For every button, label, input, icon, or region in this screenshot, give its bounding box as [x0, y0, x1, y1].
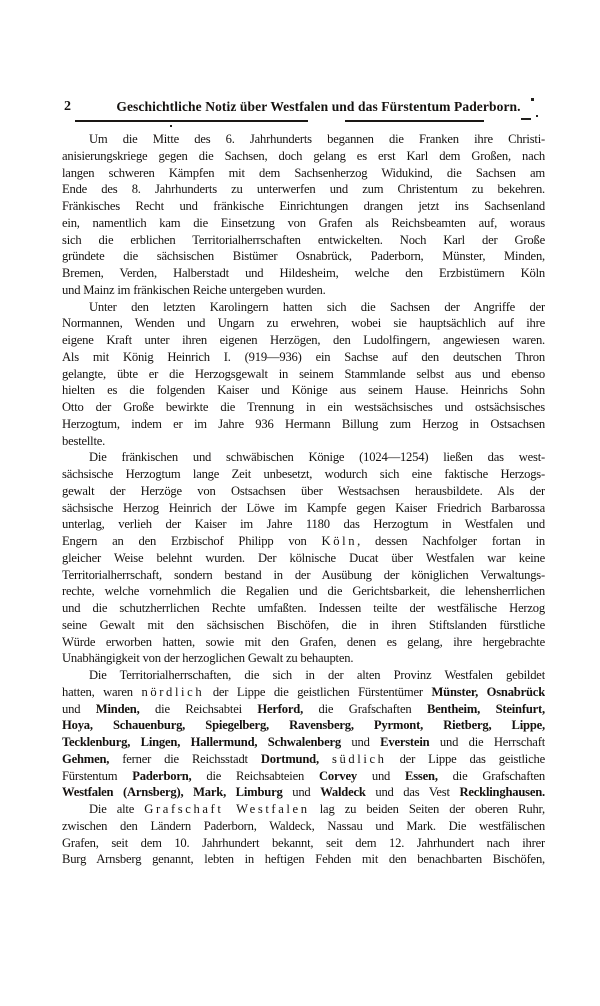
text-line: [62, 332, 545, 349]
text-line: [62, 215, 545, 232]
text-line: [62, 583, 545, 600]
body-text-segment: Als mit König Heinrich I. (919—936) ein Sachse auf den deutschen Thron: [62, 349, 545, 364]
body-text-segment: bestellte.: [62, 433, 106, 448]
body-text-segment: , dessen Nachfolger fortan in: [357, 534, 545, 548]
body-text-segment: Engern an den Erzbischof Philipp von: [62, 534, 322, 548]
text-line: [62, 851, 545, 868]
body-text-segment: die Grafschaften: [303, 701, 427, 716]
text-line: [62, 466, 545, 483]
body-text-segment: eigene Kraft unter ihren eigenen Herzögen, den Ludolfingern, angewiesen waren.: [62, 333, 545, 347]
text-line: [62, 265, 545, 282]
body-text-segment: Um die Mitte des 6. Jahrhunderts begannen die Franken ihre Christi-: [89, 132, 545, 146]
body-text-segment: unterlag, verlieh der Kaiser im Jahre 1180 das Herzogtum in Westfalen und: [62, 517, 545, 532]
text-line: [62, 717, 545, 734]
text-line: [62, 248, 545, 265]
header-rule-right: [345, 120, 484, 122]
body-text-segment: Otto der Große bewirkte die Trennung in ein westsächsisches und ostsächsisches: [62, 400, 545, 414]
page-title: Geschichtliche Notiz über Westfalen und das Fürstentum Paderborn.: [116, 99, 521, 114]
text-line: [62, 198, 545, 215]
bold-place-name: Bentheim, Steinfurt,: [426, 701, 545, 716]
text-line: [62, 801, 545, 818]
body-text-segment: gründete die sächsischen Bistümer Osnabrück, Paderborn, Münster, Minden,: [62, 249, 545, 264]
text-line: [62, 567, 545, 584]
page-number: 2: [64, 99, 71, 114]
paragraph: [62, 667, 545, 801]
body-text-segment: zwischen den Ländern Paderborn, Waldeck, Nassau und Mark. Die westfälischen: [62, 818, 545, 833]
text-line: [62, 483, 545, 500]
bold-place-name: Tecklenburg, Lingen, Hallermund, Schwalenberg: [62, 735, 341, 749]
body-text-segment: lag zu beiden Seiten der oberen Ruhr,: [309, 802, 545, 816]
body-text-segment: die Grafschaften: [437, 768, 545, 783]
body-text-segment: anisierungskriege gegen die Sachsen, doch gelang es erst Karl dem Großen, nach: [62, 148, 545, 163]
body-text-segment: Die alte: [89, 802, 145, 816]
body-text-segment: gelangte, übte er die Herzogsgewalt in seinem Stammlande selbst aus und ebenso: [62, 366, 545, 381]
body-text-segment: Grafen, seit dem 10. Jahrhundert bekannt, seit dem 12. Jahrhundert nach ihrer: [62, 835, 545, 850]
body-text-segment: die Reichsabtei: [139, 701, 258, 716]
text-line: [62, 818, 545, 835]
paragraph: [62, 449, 545, 667]
text-line: [62, 181, 545, 198]
text-line: [62, 634, 545, 651]
body-text-segment: Würde erworben hatten, sowie mit den Grafen, denen es gelang, ihre hergebrachte: [62, 634, 545, 649]
paragraph: [62, 131, 545, 299]
body-text-segment: der Lippe die geistlichen Fürstentümer: [204, 684, 432, 699]
bold-place-name: Corvey: [318, 768, 357, 783]
letterspaced-text: nördlich: [141, 684, 205, 699]
body-text-segment: ferner die Reichsstadt: [109, 751, 261, 766]
text-line: [62, 299, 545, 316]
text-line: [62, 600, 545, 617]
body-text-segment: seine Gewalt mit den sächsischen Bischöfen, die in ihren Stiftslanden fürstliche: [62, 617, 545, 632]
bold-place-name: Westfalen (Arnsberg), Mark, Limburg: [62, 785, 283, 800]
body-text-segment: Herzogtum, indem er im Jahre 936 Hermann Billung zum Herzog in Ostsachsen: [62, 416, 545, 431]
text-line: [62, 617, 545, 634]
bold-place-name: Everstein: [380, 735, 430, 749]
text-line: [62, 784, 545, 801]
body-text-segment: Die fränkischen und schwäbischen Könige (1024—1254) ließen das west-: [89, 450, 545, 465]
header-rule-left: [75, 120, 308, 122]
body-text-segment: gewalt der Herzöge von Ostsachsen über Westsachsen herausbildete. Als der: [62, 483, 545, 498]
text-line: [62, 232, 545, 249]
text-line: [62, 550, 545, 567]
text-line: [62, 349, 545, 366]
body-text-segment: sächsische Herzogtum lange Zeit unbesetzt, wodurch sich eine faktische Herzogs-: [62, 467, 545, 481]
letterspaced-text: Köln: [321, 534, 358, 548]
body-text-segment: gleicher Weise belehnt wurden. Der kölnische Ducat über Westfalen war keine: [62, 550, 545, 565]
text-line: [62, 516, 545, 533]
scan-artifact: [170, 125, 172, 127]
bold-place-name: Recklinghausen.: [459, 785, 545, 800]
body-text-segment: ein, namentlich kam die Einsetzung von Grafen als Reichsbeamten auf, woraus: [62, 215, 545, 230]
text-line: [62, 148, 545, 165]
paragraph: [62, 801, 545, 868]
text-line: [62, 500, 545, 517]
bold-place-name: Gehmen,: [62, 751, 110, 766]
scan-artifact: [536, 115, 538, 117]
body-text-segment: [319, 752, 332, 766]
body-text-segment: Die Territorialherrschaften, die sich in der alten Provinz Westfalen gebildet: [89, 668, 545, 682]
text-line: [62, 684, 545, 701]
text-line: [62, 650, 545, 667]
body-text-segment: und die Herrschaft: [429, 735, 545, 749]
text-line: [62, 433, 545, 450]
bold-place-name: Dortmund,: [260, 751, 319, 766]
text-line: [62, 416, 545, 433]
body-text-segment: und: [282, 785, 321, 800]
scan-artifact: [521, 118, 531, 120]
body-text-segment: die Reichsabteien: [191, 768, 319, 783]
body-text-segment: Burg Arnsberg genannt, lebten in heftigen Fehden mit den benachbarten Bischöfen,: [62, 852, 545, 867]
body-text-segment: sich die erblichen Territorialherrschaften entwickelten. Noch Karl der Große: [62, 232, 545, 247]
body-text-segment: rechte, welche vornehmlich die Regalien und die Gerichtsbarkeit, die lehensherrlichen: [62, 584, 545, 599]
bold-place-name: Minden,: [95, 701, 140, 716]
text-line: [62, 366, 545, 383]
body-text-segment: sächsische Herzog Heinrich der Löwe im Kampfe gegen Kaiser Friedrich Barbarossa: [62, 500, 545, 515]
letterspaced-text: südlich: [331, 751, 387, 766]
paragraph: [62, 299, 545, 450]
body-text-segment: und das Vest: [365, 785, 460, 800]
text-line: [62, 768, 545, 785]
text-line: [62, 449, 545, 466]
body-text-segment: Unter den letzten Karolingern hatten sich die Sachsen der Angriffe der: [89, 299, 545, 314]
body-text-segment: und Mainz im fränkischen Reiche untergeben wurden.: [62, 282, 326, 297]
running-header: [62, 99, 545, 119]
body-text-segment: langen schweren Kämpfen mit dem Sachsenherzog Widukind, die Sachsen am: [62, 165, 545, 180]
body-text-segment: und die schutzherrlichen Rechte umfaßten. Indessen teilte der westfälische Herzog: [62, 601, 545, 615]
text-line: [62, 382, 545, 399]
text-line: [62, 165, 545, 182]
body-text-segment: Fränkisches Recht und fränkische Einrichtungen drangen jetzt ins Sachsenland: [62, 199, 545, 213]
scan-artifact: [531, 98, 534, 101]
body-text-segment: hatten, waren: [62, 684, 142, 699]
text-line: [62, 667, 545, 684]
text-line: [62, 315, 545, 332]
body-text-segment: Territorialherrschaft, sondern bestand in der Ausübung der königlichen Verwaltungs-: [62, 567, 545, 582]
letterspaced-text: Grafschaft Westfalen: [144, 802, 310, 816]
body-text-segment: Ende des 8. Jahrhunderts zu unterwerfen und zum Christentum zu bekehren.: [62, 182, 545, 197]
body-text-segment: hielten es die folgenden Kaiser und Könige aus seinem Hause. Heinrichs Sohn: [62, 383, 545, 398]
text-line: [62, 751, 545, 768]
text-line: [62, 835, 545, 852]
page-body: [62, 131, 545, 868]
bold-place-name: Paderborn,: [132, 768, 192, 783]
text-line: [62, 282, 545, 299]
body-text-segment: und: [356, 768, 406, 783]
body-text-segment: Bremen, Verden, Halberstadt und Hildesheim, welche den Erzbistümern Köln: [62, 266, 545, 280]
bold-place-name: Waldeck: [320, 785, 366, 800]
text-line: [62, 734, 545, 751]
bold-place-name: Münster, Osnabrück: [431, 684, 545, 699]
body-text-segment: Unabhängigkeit von der herzoglichen Gewalt zu behaupten.: [62, 651, 354, 666]
bold-place-name: Herford,: [257, 701, 304, 716]
text-line: [62, 701, 545, 718]
bold-place-name: Hoya, Schauenburg, Spiegelberg, Ravensberg, Pyrmont, Rietberg, Lippe,: [62, 718, 545, 733]
text-line: [62, 399, 545, 416]
text-line: [62, 131, 545, 148]
body-text-segment: der Lippe das geistliche: [386, 751, 545, 766]
bold-place-name: Essen,: [405, 768, 438, 783]
body-text-segment: und: [62, 701, 96, 716]
body-text-segment: und: [340, 735, 381, 749]
body-text-segment: Normannen, Wenden und Ungarn zu erwehren, wobei sie hauptsächlich auf ihre: [62, 316, 545, 331]
text-line: [62, 533, 545, 550]
body-text-segment: Fürstentum: [62, 768, 133, 783]
